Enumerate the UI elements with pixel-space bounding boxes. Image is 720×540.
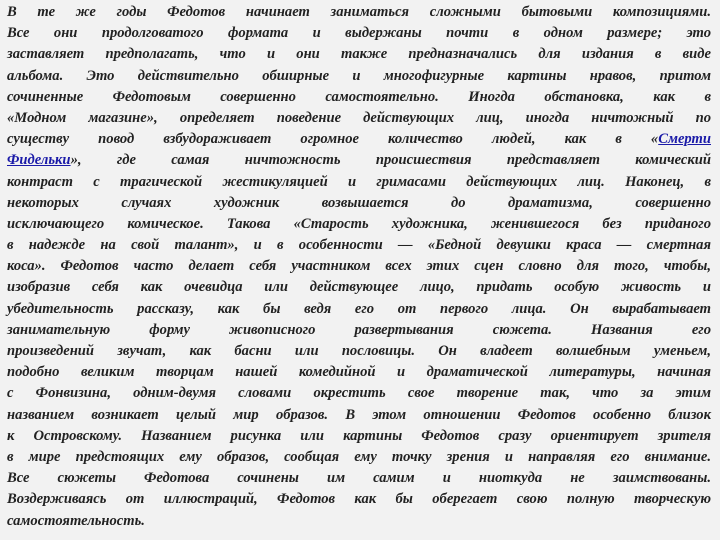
text-line: подобно великим творцам нашей комедийной и драматической литературы, начиная [7, 364, 711, 381]
text-line: В те же годы Федотов начинает заниматься сложными бытовыми композициями. [7, 4, 711, 20]
text-line: некоторых случаях художник возвышается до драматизма, совершенно [7, 194, 711, 211]
text-line: Воздерживаясь от иллюстраций, Федотов как бы оберегает свою полную творческую [7, 491, 711, 508]
text-line: в мире предстоящих ему образов, сообщая ему точку зрения и направляя его внимание. [7, 448, 711, 465]
text-line: самостоятельность. [7, 512, 145, 529]
text-line: убедительность рассказу, как бы ведя его от первого лица. Он вырабатывает [7, 300, 711, 317]
smert-fidelki-link[interactable]: Фидельки [7, 152, 71, 169]
document-paragraph [7, 2, 711, 532]
text-line: альбома. Это действительно обширные и многофигурные картины нравов, притом [7, 67, 711, 84]
text-line: изобразив себя как очевидца или действующее лицо, придать особую живость и [7, 279, 711, 296]
text-line: сочиненные Федотовым совершенно самостоятельно. Иногда обстановка, как в [7, 88, 711, 105]
text-line: коса». Федотов часто делает себя участником всех этих сцен словно для того, чтобы, [7, 258, 711, 275]
text-line: произведений звучат, как басни или пословицы. Он владеет волшебным уменьем, [7, 343, 711, 359]
text-line: Все они продолговатого формата и выдержаны почти в одном размере; это [7, 25, 711, 42]
text-line: контраст с трагической жестикуляцией и гримасами действующих лиц. Наконец, в [7, 173, 711, 190]
text-line: Фидельки», где самая ничтожность происшествия представляет комический [7, 152, 711, 169]
text-line: с Фонвизина, одним-двумя словами окрестить свое творение так, что за этим [7, 385, 711, 402]
text-line: названием возникает целый мир образов. В этом отношении Федотов особенно близок [7, 406, 711, 423]
text-line: существу повод взбудораживает огромное количество людей, как в «Смерти [7, 131, 711, 148]
text-line: в надежде на свой талант», и в особенности — «Бедной девушки краса — смертная [7, 237, 711, 254]
text-line: к Островскому. Названием рисунка или картины Федотов сразу ориентирует зрителя [7, 427, 711, 444]
text-line: заставляет предполагать, что и они также предназначались для издания в виде [7, 46, 711, 63]
text-line: Все сюжеты Федотова сочинены им самим и ниоткуда не заимствованы. [7, 470, 711, 487]
text-line: исключающего комическое. Такова «Старость художника, женившегося без приданого [7, 215, 711, 232]
smert-fidelki-link[interactable]: Смерти [658, 131, 711, 148]
text-line: «Модном магазине», определяет поведение действующих лиц, иногда ничтожный по [7, 109, 711, 126]
text-line: занимательную форму живописного развертывания сюжета. Названия его [7, 321, 711, 338]
